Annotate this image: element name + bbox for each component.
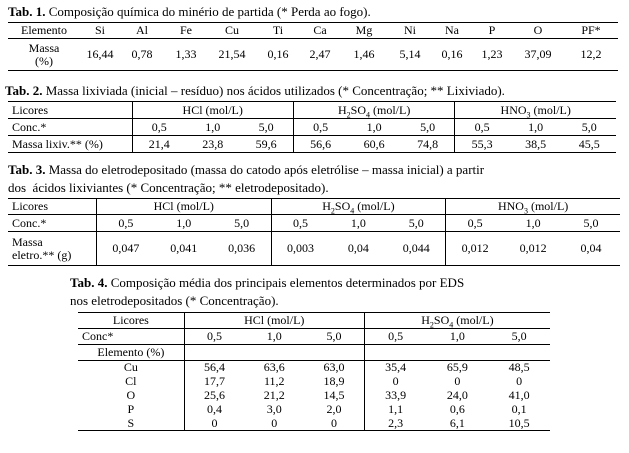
tab3-conc-row xyxy=(8,215,620,232)
tab1-header-row xyxy=(8,23,618,39)
tab4-value: 24,0 xyxy=(446,388,468,402)
tab1-header-cell: Si xyxy=(80,23,120,39)
tab4-conc-value: 0,5 xyxy=(364,329,426,345)
tab2-conc-value: 0,5 xyxy=(293,119,347,136)
tab3-conc-value: 1,0 xyxy=(329,215,387,232)
tab3-massa-label-line: eletro.** (g) xyxy=(12,247,72,262)
tab3-massa-value: 0,036 xyxy=(213,232,271,266)
tab4-value: 0 xyxy=(454,374,461,388)
tab4-value: 35,4 xyxy=(364,361,426,375)
tab3-conc-value: 5,0 xyxy=(213,215,271,232)
tab1-header-cell: Ni xyxy=(388,23,432,39)
tab3-massa-label xyxy=(8,232,96,266)
tab1-header-cell: Ti xyxy=(256,23,300,39)
tab4-value: 6,1 xyxy=(427,417,489,431)
tab2-massa-value: 60,6 xyxy=(347,136,401,153)
tab1-header-cell: Ca xyxy=(300,23,340,39)
tab4-element-name: P xyxy=(127,402,135,416)
tab3-massa-label-line: Massa xyxy=(12,234,43,249)
tab1-row-label-line: (%) xyxy=(35,53,53,68)
tab4-value: 65,9 xyxy=(446,360,468,375)
tab4-row-o xyxy=(78,389,550,403)
tab2-conc-value: 0,5 xyxy=(132,119,186,136)
tab1-header-cell: PF* xyxy=(564,23,618,39)
tab4-element-name: Cl xyxy=(125,374,137,388)
tab2-caption xyxy=(5,83,505,98)
tab2-hno3-header: $HNO_3$ (mol/L) xyxy=(455,102,616,119)
tab1-value: 2,47 xyxy=(300,39,340,71)
tab3-massa-value: 0,047 xyxy=(96,232,154,266)
tab4-value: 21,2 xyxy=(263,388,285,402)
tab4-table xyxy=(78,312,550,431)
tab1-value: 1,23 xyxy=(472,39,512,71)
tab1-table xyxy=(8,22,618,71)
tab4-elemento-label: Elemento (%) xyxy=(78,345,184,361)
tab4-value: 18,9 xyxy=(323,374,345,388)
tab3-conc-value: 5,0 xyxy=(562,215,620,232)
tab1-value: 21,54 xyxy=(208,39,256,71)
tab4-value: 48,5 xyxy=(508,360,530,375)
tab1-data-row xyxy=(8,39,618,71)
tab1-header-cell: Na xyxy=(432,23,472,39)
tab2-conc-value: 1,0 xyxy=(509,119,563,136)
tab1-row-label xyxy=(8,39,80,71)
tab4-conc-row xyxy=(78,329,550,345)
tab2-massa-row xyxy=(8,136,616,153)
tab4-conc-value: 1,0 xyxy=(427,329,489,345)
tab3-massa-value: 0,012 xyxy=(446,232,504,266)
tab4-element-name: O xyxy=(126,388,136,402)
tab1-caption xyxy=(8,4,371,19)
tab1-header-cell: P xyxy=(472,23,512,39)
tab3-hno3-header: $HNO_3$ (mol/L) xyxy=(446,199,620,215)
tab2-massa-value: 23,8 xyxy=(186,136,239,153)
tab4-value: 63,6 xyxy=(263,360,285,375)
tab4-empty-cell xyxy=(364,345,550,361)
tab3-massa-value: 0,041 xyxy=(155,232,213,266)
tab2-conc-row xyxy=(8,119,616,136)
tab1-header-cell: Elemento xyxy=(8,23,80,39)
tab1-value: 5,14 xyxy=(388,39,432,71)
tab4-value: 0 xyxy=(184,417,244,431)
tab2-conc-value: 0,5 xyxy=(455,119,509,136)
tab4-caption-line2: nos eletrodepositados (* Concentração). xyxy=(70,293,279,308)
tab4-value: 2,3 xyxy=(364,417,426,431)
tab4-value: 63,0 xyxy=(323,360,345,375)
tab2-conc-value: 5,0 xyxy=(401,119,455,136)
tab1-value: 0,16 xyxy=(256,39,300,71)
tab4-value: 0 xyxy=(244,417,304,431)
tab2-massa-value: 59,6 xyxy=(239,136,293,153)
tab2-header-row xyxy=(8,102,616,119)
tab4-value: 0 xyxy=(516,374,523,388)
tab2-massa-value: 45,5 xyxy=(562,136,616,153)
tab3-conc-label: Conc.* xyxy=(8,215,96,232)
tab3-conc-value: 1,0 xyxy=(504,215,562,232)
tab1-header-cell: Al xyxy=(120,23,164,39)
tab4-value: 56,4 xyxy=(184,361,244,375)
tab3-conc-value: 0,5 xyxy=(96,215,154,232)
tab4-value: 17,7 xyxy=(184,375,244,389)
tab3-h2so4-header: $H_2SO_4$ (mol/L) xyxy=(271,199,446,215)
tab3-table xyxy=(8,198,620,266)
tab3-header-row xyxy=(8,199,620,215)
tab4-value: 10,5 xyxy=(488,417,550,431)
tab4-value: 0,4 xyxy=(184,403,244,417)
tab4-hcl-header: HCl (mol/L) xyxy=(184,313,364,329)
tab2-licores-label: Licores xyxy=(8,102,132,119)
tab3-massa-value: 0,012 xyxy=(504,232,562,266)
tab1-caption-text: Composição química do minério de partida (* Perda ao fogo). xyxy=(45,4,371,19)
tab3-caption xyxy=(8,162,484,177)
tab2-massa-value: 38,5 xyxy=(509,136,563,153)
tab3-caption-number: Tab. 3. xyxy=(8,162,46,177)
tab4-row-p xyxy=(78,403,550,417)
tab3-massa-value: 0,044 xyxy=(387,232,445,266)
tab4-conc-label: Conc* xyxy=(78,329,184,345)
tab1-header-cell: Cu xyxy=(208,23,256,39)
tab4-value: 25,6 xyxy=(184,389,244,403)
tab4-value: 11,2 xyxy=(263,374,285,388)
tab3-conc-value: 0,5 xyxy=(271,215,329,232)
tab2-massa-value: 21,4 xyxy=(132,136,186,153)
tab2-conc-value: 1,0 xyxy=(186,119,239,136)
tab4-value: 14,5 xyxy=(323,388,345,402)
tab4-header-row xyxy=(78,313,550,329)
tab4-value: 0,1 xyxy=(511,402,527,416)
tab2-h2so4-header: $H_2SO_4$ (mol/L) xyxy=(293,102,455,119)
tab4-conc-value: 0,5 xyxy=(184,329,244,345)
tab2-caption-number: Tab. 2. xyxy=(5,83,43,98)
tab3-conc-value: 0,5 xyxy=(446,215,504,232)
tab1-value: 0,16 xyxy=(432,39,472,71)
tab3-massa-value: 0,04 xyxy=(329,232,387,266)
tab4-value: 0 xyxy=(364,375,426,389)
tab4-caption-number: Tab. 4. xyxy=(70,275,108,290)
tab2-massa-label: Massa lixiv.** (%) xyxy=(8,136,132,153)
tab4-row-s xyxy=(78,417,550,431)
tab2-conc-value: 5,0 xyxy=(239,119,293,136)
tab1-value: 16,44 xyxy=(80,39,120,71)
tab4-value: 33,9 xyxy=(364,389,426,403)
tab4-element-name: Cu xyxy=(123,360,138,375)
tab3-conc-value: 5,0 xyxy=(387,215,445,232)
tab4-licores-label: Licores xyxy=(78,313,184,329)
tab4-conc-value: 5,0 xyxy=(488,329,550,345)
tab1-header-cell: Mg xyxy=(340,23,388,39)
tab3-hcl-header: HCl (mol/L) xyxy=(96,199,271,215)
tab1-value: 12,2 xyxy=(564,39,618,71)
tab3-caption-line2: dos ácidos lixiviantes (* Concentração; ** eletrodepositado). xyxy=(8,180,329,195)
tab4-conc-value: 5,0 xyxy=(304,329,364,345)
tab2-hcl-header: HCl (mol/L) xyxy=(132,102,293,119)
tab2-table xyxy=(8,101,616,153)
tab2-conc-value: 5,0 xyxy=(562,119,616,136)
tab3-massa-value: 0,003 xyxy=(271,232,329,266)
tab3-massa-value: 0,04 xyxy=(562,232,620,266)
tab1-row-label-line: Massa xyxy=(28,40,60,55)
tab4-row-cl xyxy=(78,375,550,389)
tab1-value: 1,46 xyxy=(340,39,388,71)
tab4-elemento-row xyxy=(78,345,550,361)
tab2-massa-value: 74,8 xyxy=(401,136,455,153)
tab3-massa-row xyxy=(8,232,620,266)
tab4-value: 1,1 xyxy=(364,403,426,417)
tab4-caption-text: Composição média dos principais elementos determinados por EDS xyxy=(107,275,465,290)
tab2-caption-text: Massa lixiviada (inicial – resíduo) nos ácidos utilizados (* Concentração; ** Lixiviado). xyxy=(42,83,505,98)
tab2-conc-value: 1,0 xyxy=(347,119,401,136)
tab2-conc-label: Conc.* xyxy=(8,119,132,136)
tab1-header-cell: O xyxy=(512,23,564,39)
tab4-value: 41,0 xyxy=(508,388,530,402)
tab2-massa-value: 56,6 xyxy=(293,136,347,153)
tab1-value: 0,78 xyxy=(120,39,164,71)
tab4-value: 0,6 xyxy=(449,402,465,416)
tab4-empty-cell xyxy=(184,345,364,361)
tab2-massa-value: 55,3 xyxy=(455,136,509,153)
tab4-conc-value: 1,0 xyxy=(244,329,304,345)
tab4-element-name: S xyxy=(78,417,184,431)
tab4-row-cu xyxy=(78,361,550,375)
tab4-caption xyxy=(70,275,464,290)
tab4-h2so4-header: $H_2SO_4$ (mol/L) xyxy=(364,313,550,329)
tab1-value: 1,33 xyxy=(164,39,208,71)
tab3-caption-text: Massa do eletrodepositado (massa do catodo após eletrólise – massa inicial) a partir xyxy=(45,162,485,177)
tab1-header-cell: Fe xyxy=(164,23,208,39)
tab3-licores-label: Licores xyxy=(8,199,96,215)
tab4-value: 0 xyxy=(304,417,364,431)
tab4-value: 2,0 xyxy=(326,402,342,416)
tab1-caption-number: Tab. 1. xyxy=(8,4,46,19)
tab3-conc-value: 1,0 xyxy=(155,215,213,232)
tab4-value: 3,0 xyxy=(266,402,282,416)
tab1-value: 37,09 xyxy=(512,39,564,71)
